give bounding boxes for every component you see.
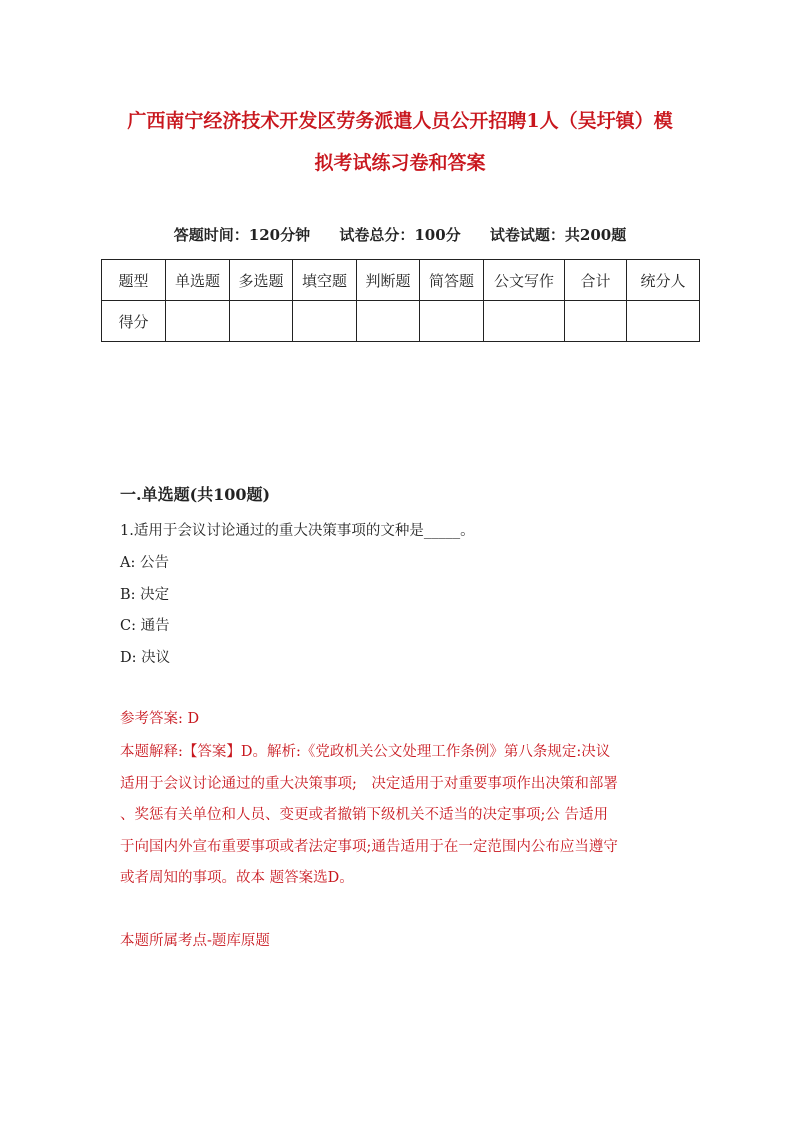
explanation-line: 、奖惩有关单位和人员、变更或者撤销下级机关不适当的决定事项;公 告适用 [120, 807, 608, 823]
score-input-cell[interactable] [166, 301, 230, 342]
score-input-cell[interactable] [230, 301, 293, 342]
score-table-header-row [102, 260, 700, 301]
score-header-cell: 填空题 [293, 260, 357, 301]
option-c: C: 通告 [120, 618, 170, 634]
score-input-cell[interactable] [357, 301, 420, 342]
exam-meta [0, 224, 800, 245]
explanation-line: 于向国内外宣布重要事项或者法定事项;通告适用于在一定范围内公布应当遵守 [120, 838, 618, 855]
score-table [101, 259, 700, 342]
score-row-label: 得分 [102, 301, 166, 342]
score-header-cell: 统分人 [627, 260, 700, 301]
score-header-cell: 单选题 [166, 260, 230, 301]
score-input-cell[interactable] [565, 301, 627, 342]
exam-question-count: 试卷试题：共200题 [489, 226, 627, 244]
explanation-line: 或者周知的事项。故本 题答案选D。 [120, 870, 354, 886]
score-input-cell[interactable] [293, 301, 357, 342]
option-a: A: 公告 [120, 555, 169, 571]
score-header-cell: 公文写作 [484, 260, 565, 301]
document-title-line-2: 拟考试练习卷和答案 [314, 152, 486, 174]
option-b: B: 决定 [120, 587, 170, 603]
explanation-line: 本题解释:【答案】D。解析:《党政机关公文处理工作条例》第八条规定:决议 [120, 744, 611, 760]
answer-explanation [120, 737, 695, 895]
exam-total-score: 试卷总分：100分 [339, 226, 461, 244]
explanation-line: 适用于会议讨论通过的重大决策事项; 决定适用于对重要事项作出决策和部署 [120, 775, 618, 792]
exam-time: 答题时间：120分钟 [173, 226, 311, 244]
question-stem: 1.适用于会议讨论通过的重大决策事项的文种是_____。 [120, 523, 475, 539]
score-header-cell: 简答题 [420, 260, 484, 301]
score-header-cell: 判断题 [357, 260, 420, 301]
score-header-cell: 多选题 [230, 260, 293, 301]
score-header-cell: 题型 [102, 260, 166, 301]
question-topic: 本题所属考点-题库原题 [120, 933, 270, 949]
score-input-cell[interactable] [484, 301, 565, 342]
section-heading: 一.单选题(共100题) [120, 485, 271, 504]
score-input-cell[interactable] [627, 301, 700, 342]
score-header-cell: 合计 [565, 260, 627, 301]
document-title-line-1: 广西南宁经济技术开发区劳务派遣人员公开招聘1人（吴圩镇）模 [127, 110, 673, 132]
option-d: D: 决议 [120, 650, 171, 666]
score-table-score-row [102, 301, 700, 342]
score-input-cell[interactable] [420, 301, 484, 342]
reference-answer: 参考答案: D [120, 711, 200, 727]
